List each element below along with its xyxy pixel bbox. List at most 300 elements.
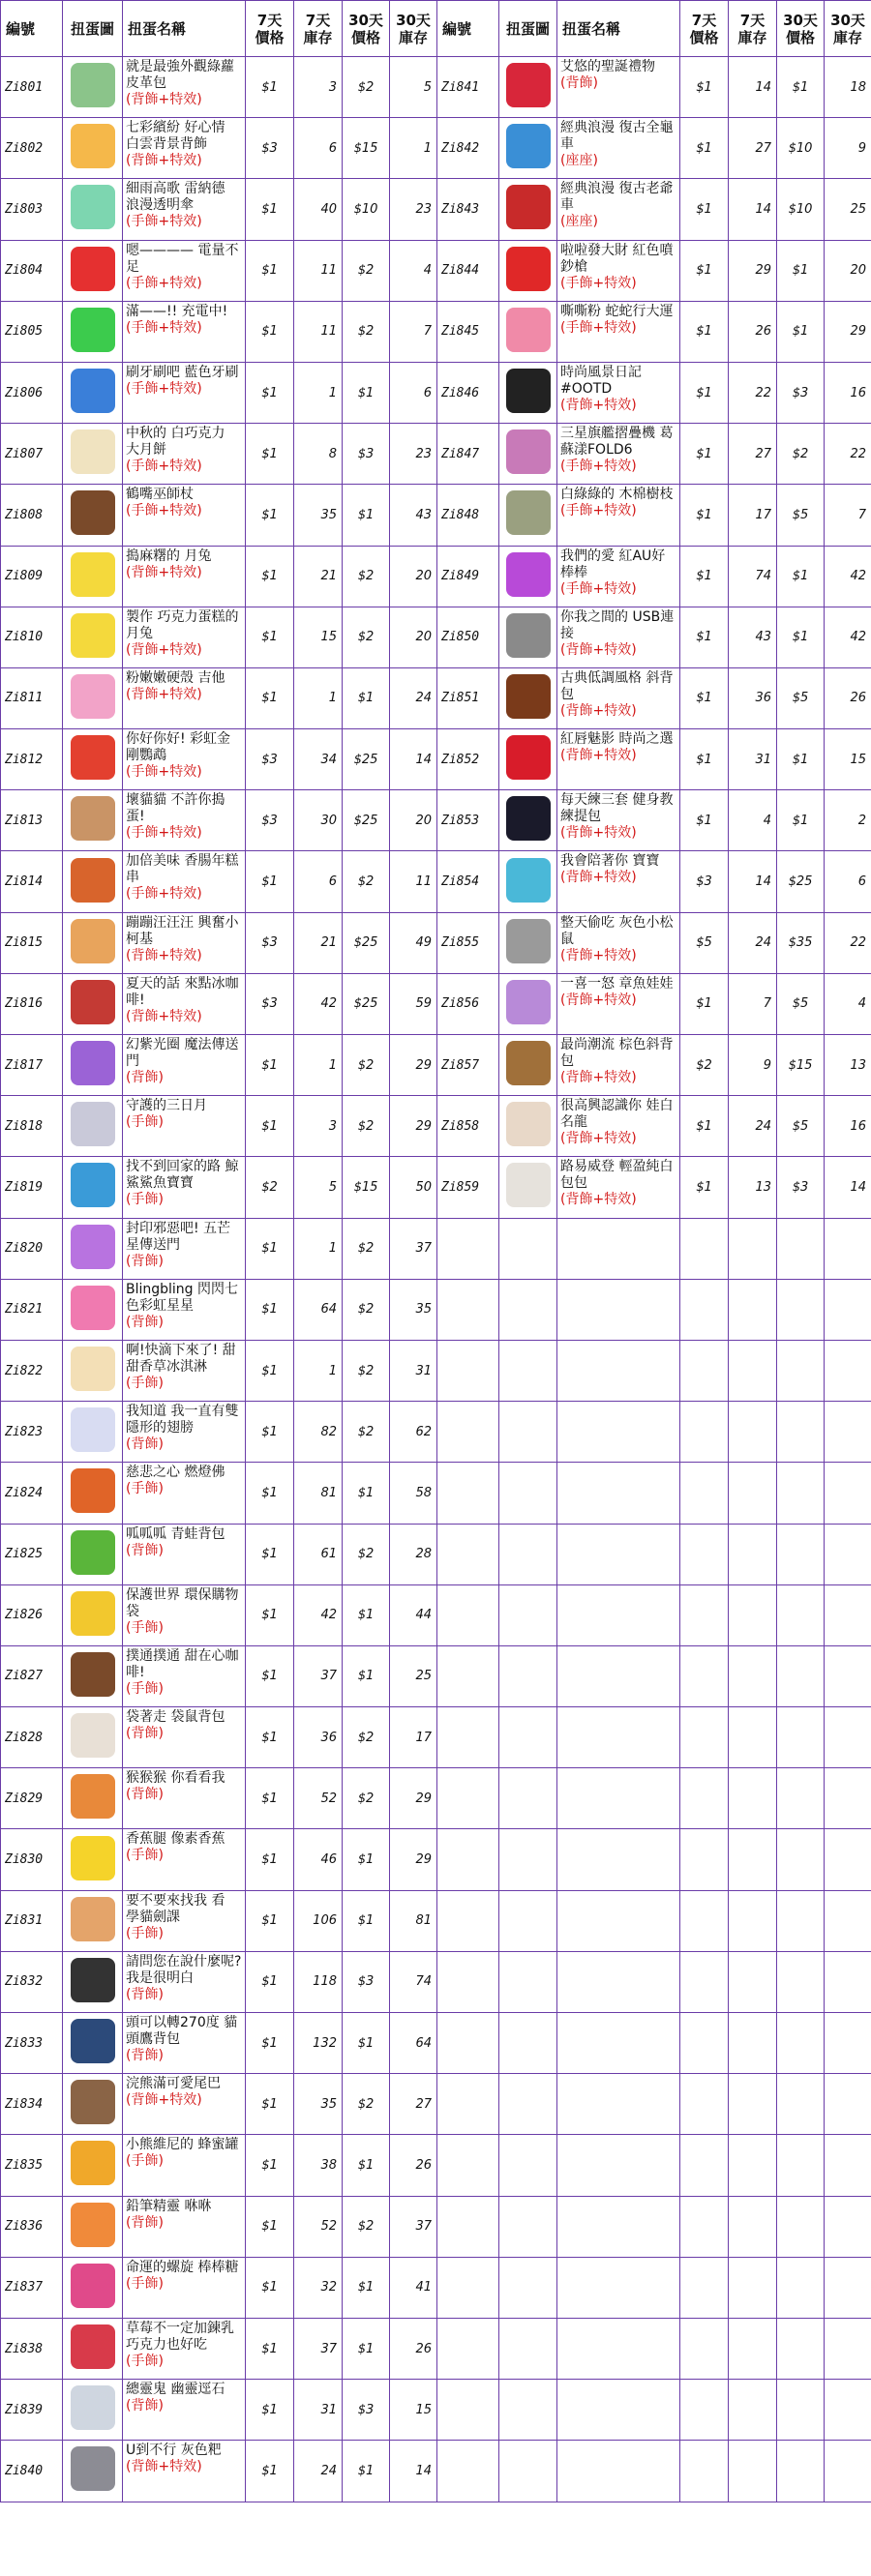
item-tag: (手飾+特效): [126, 380, 202, 397]
item-name: 壞貓貓 不許你搗蛋!: [126, 792, 225, 825]
frog-backpack-icon: [71, 1530, 115, 1575]
empty-cell: [499, 1218, 557, 1279]
item-name-cell: [123, 1402, 246, 1463]
rainbow-stars-icon: [71, 1286, 115, 1330]
empty-cell: [557, 1707, 680, 1768]
table-row: [1, 1035, 437, 1096]
item-tag: (背飾+特效): [126, 92, 202, 107]
item-image: [499, 57, 557, 118]
price-7day: $1: [246, 1768, 294, 1829]
item-name-cell: [123, 57, 246, 118]
item-name: 經典浪漫 復古全龜車: [560, 120, 674, 153]
table-row: [437, 1096, 871, 1157]
item-name: 嘶嘶粉 蛇蛇行大運: [560, 303, 674, 319]
moon-rabbit-icon: [71, 552, 115, 597]
empty-cell: [437, 2441, 499, 2502]
price-7day: $1: [246, 179, 294, 240]
stock-7day: 24: [729, 1096, 777, 1157]
sausage-skewer-icon: [71, 858, 115, 903]
item-code: Zi806: [1, 362, 63, 423]
table-row: [1, 1218, 437, 1279]
empty-cell: [557, 1645, 680, 1706]
item-code: Zi813: [1, 790, 63, 851]
empty-cell: [499, 2135, 557, 2196]
empty-cell: [437, 1463, 499, 1524]
item-name: 夏天的話 來點冰咖啡!: [126, 975, 239, 1008]
stock-30day: 41: [390, 2257, 437, 2318]
stock-7day: 21: [294, 912, 343, 973]
stock-7day: 5: [294, 1157, 343, 1218]
price-7day: $1: [680, 301, 729, 362]
item-code: Zi858: [437, 1096, 499, 1157]
item-name-cell: [123, 362, 246, 423]
item-image: [63, 607, 123, 667]
price-7day: $1: [680, 179, 729, 240]
item-name-cell: [123, 729, 246, 790]
item-code: Zi809: [1, 546, 63, 607]
item-tag: (背飾): [126, 2048, 164, 2063]
stock-30day: 29: [390, 1829, 437, 1890]
item-name: 守護的三日月: [126, 1098, 207, 1114]
item-code: Zi852: [437, 729, 499, 790]
item-code: Zi830: [1, 1829, 63, 1890]
empty-cell: [680, 1645, 729, 1706]
white-handbag-icon: [506, 1163, 551, 1207]
empty-cell: [557, 1279, 680, 1340]
empty-cell: [777, 1584, 825, 1645]
header-price7: 7天 價格: [246, 1, 294, 57]
item-image: [499, 118, 557, 179]
stock-7day: 106: [294, 1890, 343, 1951]
brown-shoulder-bag-icon: [506, 674, 551, 719]
price-7day: $1: [246, 1340, 294, 1401]
price-30day: $2: [343, 851, 390, 912]
table-row: [437, 607, 871, 667]
table-row: [1, 973, 437, 1034]
baby-doll-icon: [506, 858, 551, 903]
item-image: [63, 2380, 123, 2441]
empty-cell: [499, 2380, 557, 2441]
item-name-cell: [123, 2196, 246, 2257]
right-header-row: [437, 1, 871, 57]
stock-7day: 74: [729, 546, 777, 607]
table-row: [1, 2318, 437, 2379]
tan-crossbody-bag-icon: [506, 1041, 551, 1085]
stock-30day: 31: [390, 1340, 437, 1401]
price-30day: $25: [343, 729, 390, 790]
item-tag: (背飾): [126, 1436, 164, 1453]
price-30day: $2: [343, 1524, 390, 1584]
stock-7day: 21: [294, 546, 343, 607]
wizard-staff-icon: [71, 490, 115, 535]
honey-pot-icon: [71, 2141, 115, 2185]
price-7day: $1: [246, 607, 294, 667]
item-code: Zi803: [1, 179, 63, 240]
empty-cell: [499, 1584, 557, 1645]
price-7day: $1: [680, 362, 729, 423]
left-table-body: [1, 57, 437, 2502]
empty-row: [437, 1524, 871, 1584]
stock-7day: 40: [294, 179, 343, 240]
price-30day: $1: [343, 1890, 390, 1951]
stock-7day: 1: [294, 1340, 343, 1401]
item-tag: (背飾+特效): [126, 153, 202, 169]
item-name-cell: [123, 118, 246, 179]
table-row: [1, 424, 437, 485]
table-row: [1, 851, 437, 912]
stock-30day: 7: [825, 485, 871, 546]
item-image: [63, 1768, 123, 1829]
item-tag: (手飾): [126, 2153, 164, 2170]
empty-cell: [499, 1890, 557, 1951]
price-7day: $1: [246, 1890, 294, 1951]
item-code: Zi840: [1, 2441, 63, 2502]
stock-30day: 20: [825, 240, 871, 301]
item-tag: (背飾+特效): [560, 1070, 637, 1085]
price-30day: $25: [343, 973, 390, 1034]
item-code: Zi829: [1, 1768, 63, 1829]
item-tag: (背飾): [126, 1787, 164, 1803]
price-30day: $1: [343, 667, 390, 728]
price-7day: $3: [246, 729, 294, 790]
stock-30day: 20: [390, 607, 437, 667]
table-row: [1, 1707, 437, 1768]
item-image: [499, 973, 557, 1034]
item-image: [499, 362, 557, 423]
table-row: [1, 912, 437, 973]
empty-cell: [437, 1218, 499, 1279]
stock-30day: 44: [390, 1584, 437, 1645]
empty-cell: [729, 2074, 777, 2135]
item-code: Zi848: [437, 485, 499, 546]
item-code: Zi856: [437, 973, 499, 1034]
stock-30day: 49: [390, 912, 437, 973]
empty-cell: [437, 1768, 499, 1829]
item-name-cell: [123, 851, 246, 912]
empty-cell: [557, 1768, 680, 1829]
empty-cell: [825, 1463, 871, 1524]
empty-cell: [825, 1768, 871, 1829]
empty-cell: [825, 1829, 871, 1890]
item-image: [499, 424, 557, 485]
price-30day: $1: [343, 1463, 390, 1524]
item-image: [63, 2196, 123, 2257]
item-tag: (背飾+特效): [560, 870, 637, 886]
empty-cell: [499, 1707, 557, 1768]
empty-cell: [825, 1340, 871, 1401]
price-30day: $2: [343, 301, 390, 362]
empty-cell: [680, 2074, 729, 2135]
stock-30day: 11: [390, 851, 437, 912]
empty-row: [437, 2013, 871, 2074]
stock-7day: 46: [294, 1829, 343, 1890]
item-tag: (背飾+特效): [126, 2459, 202, 2475]
pixel-banana-icon: [71, 1836, 115, 1880]
item-name-cell: [557, 1035, 680, 1096]
empty-cell: [557, 2318, 680, 2379]
price-30day: $10: [777, 118, 825, 179]
item-name-cell: [123, 912, 246, 973]
empty-cell: [680, 2013, 729, 2074]
pink-guitar-icon: [71, 674, 115, 719]
price-30day: $3: [343, 1951, 390, 2012]
empty-cell: [437, 1707, 499, 1768]
grumpy-cat-icon: [71, 796, 115, 841]
item-code: Zi854: [437, 851, 499, 912]
item-name: 慈悲之心 燃燈佛: [126, 1465, 225, 1481]
stock-7day: 30: [294, 790, 343, 851]
empty-cell: [437, 2380, 499, 2441]
item-name-cell: [557, 546, 680, 607]
item-tag: (手飾+特效): [560, 459, 637, 475]
money-gun-icon: [506, 247, 551, 291]
item-code: Zi819: [1, 1157, 63, 1218]
price-7day: $3: [246, 790, 294, 851]
price-30day: $5: [777, 667, 825, 728]
empty-cell: [729, 2013, 777, 2074]
item-image: [63, 179, 123, 240]
folding-phone-icon: [506, 429, 551, 474]
stock-30day: 27: [390, 2074, 437, 2135]
empty-cell: [557, 2257, 680, 2318]
item-code: Zi842: [437, 118, 499, 179]
price-30day: $2: [777, 424, 825, 485]
stock-7day: 35: [294, 2074, 343, 2135]
item-tag: (座座): [560, 153, 598, 169]
item-name: 古典低調風格 斜背包: [560, 669, 674, 702]
monkey-icon: [71, 1774, 115, 1819]
item-name-cell: [557, 912, 680, 973]
item-tag: (手飾+特效): [560, 503, 637, 519]
price-30day: $2: [343, 607, 390, 667]
table-row: [1, 1951, 437, 2012]
stock-30day: 16: [825, 362, 871, 423]
item-code: Zi831: [1, 1890, 63, 1951]
price-30day: $3: [777, 1157, 825, 1218]
empty-cell: [499, 1463, 557, 1524]
empty-row: [437, 1890, 871, 1951]
item-code: Zi810: [1, 607, 63, 667]
table-row: [1, 667, 437, 728]
price-7day: $1: [246, 1463, 294, 1524]
empty-row: [437, 1645, 871, 1706]
item-name: 七彩繽紛 好心情 白雲背景背飾: [126, 120, 225, 153]
item-code: Zi824: [1, 1463, 63, 1524]
price-7day: $1: [246, 667, 294, 728]
kangaroo-backpack-icon: [71, 1713, 115, 1758]
empty-cell: [729, 1340, 777, 1401]
item-name: 刷牙刷吧 藍色牙刷: [126, 364, 239, 380]
price-7day: $1: [680, 424, 729, 485]
item-name: 撲通撲通 甜在心咖啡!: [126, 1647, 239, 1680]
item-name: 蹦蹦汪汪汪 興奮小柯基: [126, 914, 239, 947]
price-7day: $1: [246, 2196, 294, 2257]
item-image: [499, 1157, 557, 1218]
item-image: [63, 973, 123, 1034]
grey-squirrel-icon: [506, 919, 551, 963]
stock-30day: 20: [390, 790, 437, 851]
stock-30day: 18: [825, 57, 871, 118]
item-name: 找不到回家的路 鯨鯊鯊魚寶寶: [126, 1159, 239, 1192]
ootd-text-icon: [506, 369, 551, 413]
price-30day: $1: [343, 1584, 390, 1645]
item-image: [499, 240, 557, 301]
item-name-cell: [123, 546, 246, 607]
stock-30day: 15: [825, 729, 871, 790]
item-code: Zi823: [1, 1402, 63, 1463]
item-name-cell: [557, 485, 680, 546]
empty-cell: [729, 2196, 777, 2257]
table-row: [1, 1279, 437, 1340]
empty-cell: [499, 2074, 557, 2135]
empty-cell: [437, 2196, 499, 2257]
empty-cell: [557, 2380, 680, 2441]
table-row: [1, 1584, 437, 1645]
price-30day: $1: [343, 362, 390, 423]
empty-cell: [680, 2380, 729, 2441]
table-row: [437, 240, 871, 301]
price-30day: $1: [777, 57, 825, 118]
price-7day: $1: [246, 851, 294, 912]
empty-cell: [499, 2196, 557, 2257]
stock-30day: 37: [390, 1218, 437, 1279]
item-tag: (背飾+特效): [126, 564, 202, 580]
item-name-cell: [123, 1279, 246, 1340]
table-row: [1, 118, 437, 179]
price-30day: $3: [343, 2380, 390, 2441]
shopping-bag-icon: [71, 1591, 115, 1636]
table-row: [1, 2196, 437, 2257]
item-image: [63, 667, 123, 728]
price-7day: $1: [246, 57, 294, 118]
stock-7day: 24: [729, 912, 777, 973]
price-7day: $1: [246, 2135, 294, 2196]
item-name-cell: [557, 851, 680, 912]
glow-stick-icon: [506, 552, 551, 597]
table-row: [1, 1524, 437, 1584]
item-tag: (手飾): [126, 1375, 164, 1391]
table-row: [1, 1402, 437, 1463]
stock-7day: 6: [294, 851, 343, 912]
empty-cell: [557, 1829, 680, 1890]
red-lips-bag-icon: [506, 735, 551, 780]
stock-30day: 29: [825, 301, 871, 362]
item-image: [499, 546, 557, 607]
stock-30day: 24: [390, 667, 437, 728]
price-30day: $2: [343, 1707, 390, 1768]
item-name-cell: [557, 729, 680, 790]
item-image: [63, 1829, 123, 1890]
table-row: [1, 2257, 437, 2318]
stock-7day: 26: [729, 301, 777, 362]
empty-row: [437, 2196, 871, 2257]
empty-cell: [557, 1890, 680, 1951]
item-name-cell: [123, 2318, 246, 2379]
item-name: 袋著走 袋鼠背包: [126, 1709, 225, 1726]
item-image: [499, 667, 557, 728]
price-30day: $10: [777, 179, 825, 240]
item-tag: (手飾+特效): [126, 886, 202, 903]
empty-row: [437, 2074, 871, 2135]
item-name-cell: [123, 2441, 246, 2502]
item-tag: (手飾+特效): [126, 764, 202, 781]
table-row: [1, 1768, 437, 1829]
stock-7day: 81: [294, 1463, 343, 1524]
stock-30day: 5: [390, 57, 437, 118]
item-name: 就是最強外觀綠蘿皮革包: [126, 59, 234, 91]
stock-7day: 11: [294, 301, 343, 362]
empty-cell: [437, 1279, 499, 1340]
item-name: 我知道 我一直有雙 隱形的翅膀: [126, 1404, 239, 1436]
price-30day: $2: [343, 1218, 390, 1279]
price-7day: $1: [246, 2257, 294, 2318]
price-7day: $1: [246, 1829, 294, 1890]
table-row: [437, 362, 871, 423]
item-code: Zi846: [437, 362, 499, 423]
item-name-cell: [123, 973, 246, 1034]
stock-30day: 16: [825, 1096, 871, 1157]
item-name-cell: [123, 607, 246, 667]
price-7day: $1: [246, 362, 294, 423]
empty-row: [437, 1707, 871, 1768]
item-tag: (手飾+特效): [126, 825, 202, 842]
price-7day: $1: [680, 1096, 729, 1157]
empty-cell: [557, 2135, 680, 2196]
item-name-cell: [123, 790, 246, 851]
stock-7day: 24: [294, 2441, 343, 2502]
stock-7day: 14: [729, 851, 777, 912]
empty-cell: [777, 1218, 825, 1279]
item-name: 命運的螺旋 棒棒糖: [126, 2259, 239, 2275]
header-name: 扭蛋名稱: [123, 1, 246, 57]
item-code: Zi834: [1, 2074, 63, 2135]
empty-cell: [729, 1463, 777, 1524]
price-7day: $1: [246, 2441, 294, 2502]
price-30day: $1: [343, 2441, 390, 2502]
empty-cell: [680, 1584, 729, 1645]
stock-30day: 74: [390, 1951, 437, 2012]
price-30day: $1: [343, 1829, 390, 1890]
table-row: [1, 485, 437, 546]
price-30day: $15: [777, 1035, 825, 1096]
item-tag: (背飾+特效): [126, 2092, 202, 2109]
table-row: [437, 912, 871, 973]
item-code: Zi814: [1, 851, 63, 912]
price-30day: $1: [777, 546, 825, 607]
item-name: 香蕉腿 像素香蕉: [126, 1831, 225, 1848]
price-30day: $15: [343, 1157, 390, 1218]
price-7day: $1: [680, 240, 729, 301]
stock-30day: 43: [390, 485, 437, 546]
stock-7day: 52: [294, 1768, 343, 1829]
item-image: [63, 851, 123, 912]
item-tag: (手飾): [126, 1925, 164, 1941]
price-30day: $2: [343, 1279, 390, 1340]
item-name: 紅唇魅影 時尚之選: [560, 731, 674, 748]
lantern-icon: [71, 1468, 115, 1513]
stock-7day: 11: [294, 240, 343, 301]
item-name-cell: [557, 1157, 680, 1218]
stock-30day: 2: [825, 790, 871, 851]
empty-cell: [437, 1951, 499, 2012]
item-image: [63, 1279, 123, 1340]
item-image: [63, 1157, 123, 1218]
empty-cell: [729, 1951, 777, 2012]
item-code: Zi853: [437, 790, 499, 851]
item-name: 請問您在說什麼呢? 我是很明白: [126, 1953, 242, 1986]
pink-snake-icon: [506, 308, 551, 352]
stock-7day: 8: [294, 424, 343, 485]
